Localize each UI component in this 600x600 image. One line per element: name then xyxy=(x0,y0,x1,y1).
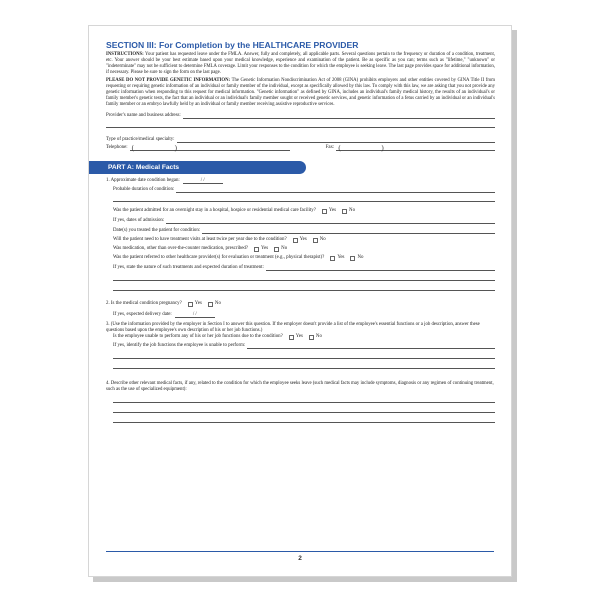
telephone-label: Telephone: xyxy=(106,145,128,151)
treated-dates-field[interactable] xyxy=(202,228,495,234)
nature-field[interactable] xyxy=(266,265,495,271)
area-code-open-paren: ( xyxy=(131,144,134,153)
genetic-paragraph xyxy=(106,78,495,109)
pregnancy-no-checkbox[interactable] xyxy=(208,302,213,307)
nature-label: If yes, state the nature of such treatments and expected duration of treatment: xyxy=(113,265,264,271)
pregnancy-no-label: No xyxy=(214,301,221,307)
q4-line-1[interactable] xyxy=(113,393,495,403)
form-content xyxy=(106,40,495,423)
provider-name-row xyxy=(106,113,495,119)
identify-row xyxy=(106,343,495,349)
fax-field[interactable] xyxy=(336,145,495,151)
practice-row xyxy=(106,137,495,143)
identify-line-3[interactable] xyxy=(113,359,495,369)
identify-line-2[interactable] xyxy=(113,349,495,359)
q4-line-2[interactable] xyxy=(113,403,495,413)
medication-question: Was medication, other than over-the-counter medication, prescribed? xyxy=(113,246,249,252)
q2-label: 2. Is the medical condition pregnancy? xyxy=(106,301,182,307)
footer-rule xyxy=(106,551,494,552)
visits-no-label: No xyxy=(319,237,326,243)
genetic-label: PLEASE DO NOT PROVIDE GENETIC INFORMATION: xyxy=(106,77,231,83)
nature-row xyxy=(106,265,495,271)
visits-question: Will the patient need to have treatment visits at least twice per year due to the condition? xyxy=(113,237,287,243)
unable-no-label: No xyxy=(315,334,322,340)
medication-yes-label: Yes xyxy=(261,246,269,252)
unable-yes-checkbox[interactable] xyxy=(289,335,294,340)
q4-line-3[interactable] xyxy=(113,413,495,423)
admission-dates-field[interactable] xyxy=(166,218,495,224)
visits-yes-label: Yes xyxy=(299,237,307,243)
duration-field[interactable] xyxy=(176,187,495,193)
duration-label: Probable duration of condition: xyxy=(113,187,175,193)
treated-dates-label: Date(s) you treated the patient for condition: xyxy=(113,228,201,234)
duration-row xyxy=(106,187,495,193)
delivery-label: If yes, expected delivery date: xyxy=(113,312,172,318)
nature-line-3[interactable] xyxy=(113,281,495,291)
area-code-close-paren: ) xyxy=(174,144,177,153)
q4-label: 4. Describe other relevant medical facts, if any, related to the condition for which the employee seeks leave (such medical facts may include symptoms, diagnosis or any regimen of continuing treatment, such as the use of specialized equipment): xyxy=(106,381,494,393)
genetic-text: The Genetic Information Nondiscrimination Act of 2008 (GINA) prohibits employers and other entities covered by GINA Title II from requesting or requiring genetic information of an individual or family member of the individual, except as specifically allowed by this law. To comply with this law, we are asking that you not provide any genetic information when responding to this request for medical information. "Genetic information" as defined by GINA, includes an individual's family medical history, the results of an individual's or family member's genetic tests, the fact that an individual or an individual's family member sought or received genetic services, and genetic information of a fetus carried by an individual or an individual's family member or an embryo lawfully held by an individual or family member receiving assistive reproductive services. xyxy=(106,77,495,108)
fax-area-open-paren: ( xyxy=(338,144,341,153)
instructions-text: Your patient has requested leave under the FMLA. Answer, fully and completely, all applicable parts. Several questions pertain to the frequency or duration of a condition, treatment, etc. Your answer should be your best estimate based upon your medical knowledge, experience and examination of the patient. Be as specific as you can; terms such as "lifetime," "unknown" or "indeterminate" may not be sufficient to determine FMLA coverage. Limit your responses to the condition for which the employee is seeking leave. The last page provides space for additional information, if necessary. Please be sure to sign the form on the last page. xyxy=(106,52,495,76)
visits-yes-checkbox[interactable] xyxy=(293,238,298,243)
admission-dates-label: If yes, dates of admission: xyxy=(113,218,165,224)
page-number: 2 xyxy=(298,555,302,562)
medication-yes-checkbox[interactable] xyxy=(254,247,259,252)
pregnancy-yes-label: Yes xyxy=(194,301,202,307)
medication-no-label: No xyxy=(281,246,288,252)
provider-name-field[interactable] xyxy=(183,113,495,119)
unable-no-checkbox[interactable] xyxy=(309,335,314,340)
identify-label: If yes, identify the job functions the employee is unable to perform: xyxy=(113,343,246,349)
admitted-no-checkbox[interactable] xyxy=(342,209,347,214)
delivery-date-field[interactable]: / / xyxy=(175,312,215,318)
identify-field[interactable] xyxy=(247,343,495,349)
unable-question: Is the employee unable to perform any of his or her job functions due to the condition? xyxy=(113,334,283,340)
section-title: SECTION III: For Completion by the HEALTHCARE PROVIDER xyxy=(106,40,359,50)
fax-label: Fax: xyxy=(325,145,335,151)
form-page xyxy=(88,25,512,577)
q3-label: 3. (Use the information provided by the employer in Section I to answer this question. If the employer doesn't provide a list of the employee's essential functions or a job description, answer these questions based upon the employee's own description of his or her job functions.) xyxy=(106,322,480,334)
provider-address-line[interactable] xyxy=(106,119,495,128)
admitted-yes-checkbox[interactable] xyxy=(322,209,327,214)
visits-no-checkbox[interactable] xyxy=(313,238,318,243)
practice-field[interactable] xyxy=(177,137,495,143)
q1-date-field[interactable]: / / xyxy=(183,178,223,184)
referred-question: Was the patient referred to other healthcare provider(s) for evaluation or treatment (e.g., physical therapist)? xyxy=(113,255,325,261)
unable-yes-label: Yes xyxy=(295,334,303,340)
treated-dates-row xyxy=(106,228,495,234)
referred-no-checkbox[interactable] xyxy=(350,256,355,261)
q1-label: 1. Approximate date condition began: xyxy=(106,178,180,184)
duration-line-2[interactable] xyxy=(113,193,495,202)
referred-yes-checkbox[interactable] xyxy=(330,256,335,261)
nature-line-2[interactable] xyxy=(113,271,495,281)
part-a-header: PART A: Medical Facts xyxy=(89,161,306,174)
admitted-yes-label: Yes xyxy=(328,208,337,214)
admitted-no-label: No xyxy=(349,208,356,214)
referred-no-label: No xyxy=(357,255,364,261)
admitted-question: Was the patient admitted for an overnight stay in a hospital, hospice or residential medical care facility? xyxy=(113,208,316,214)
instructions-label: INSTRUCTIONS: xyxy=(106,52,144,57)
instructions-paragraph xyxy=(106,52,495,77)
practice-label: Type of practice/medical specialty: xyxy=(106,137,175,143)
fax-area-close-paren: ) xyxy=(381,144,384,153)
provider-name-label: Provider's name and business address: xyxy=(106,113,181,119)
referred-yes-label: Yes xyxy=(337,255,345,261)
telephone-field[interactable] xyxy=(130,145,290,151)
medication-no-checkbox[interactable] xyxy=(274,247,279,252)
pregnancy-yes-checkbox[interactable] xyxy=(188,302,193,307)
